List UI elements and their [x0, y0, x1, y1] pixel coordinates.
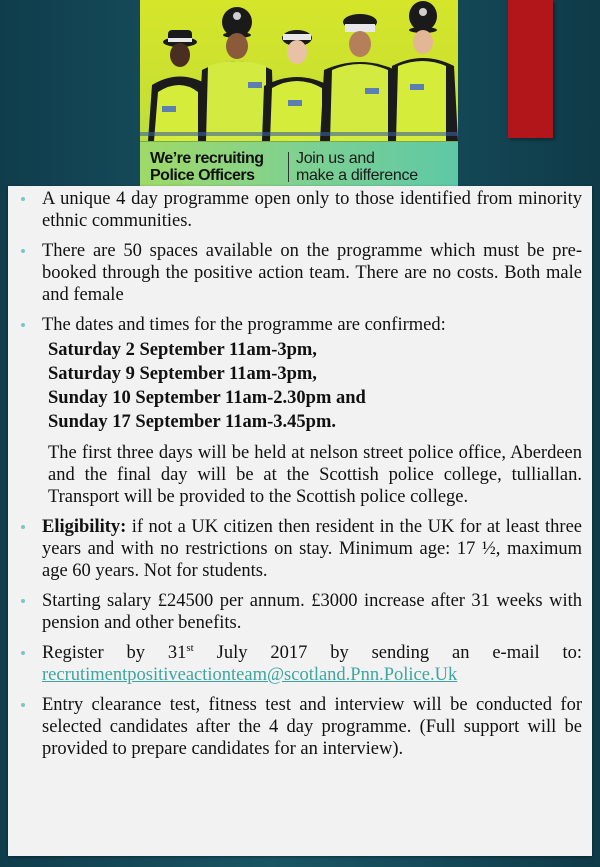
bullet-icon: [21, 525, 25, 529]
recruiting-headline: [150, 150, 264, 184]
recruiting-tagline: [296, 150, 418, 184]
bullet-icon: [21, 703, 25, 707]
item-text: if not a UK citizen then resident in the UK for at least three years and with no restrictions on stay. Minimum age: 17 ½, maximum age 60 years. Not for students.: [42, 517, 582, 581]
bullet-icon: [21, 323, 25, 327]
eligibility-label: Eligibility:: [42, 517, 127, 537]
item-text: Register by 31: [42, 643, 187, 663]
caption-divider: [288, 152, 289, 182]
date-line: Saturday 9 September 11am-3pm,: [48, 364, 317, 384]
date-line: Sunday 17 September 11am-3.45pm.: [48, 412, 336, 432]
item-text: July 2017 by sending an e-mail to:: [193, 643, 582, 663]
bullet-icon: [21, 249, 25, 253]
bullet-icon: [21, 599, 25, 603]
ordinal-suffix: st: [186, 641, 194, 654]
tagline-line-1: Join us and: [296, 150, 375, 167]
list-item-programme: [8, 188, 592, 232]
date-line: Saturday 2 September 11am-3pm,: [48, 340, 317, 360]
bullet-icon: [21, 197, 25, 201]
email-link[interactable]: recrutimentpositiveactionteam@scotland.Pnn.Police.Uk: [42, 665, 458, 685]
item-text: Entry clearance test, fitness test and interview will be conducted for selected candidates after the 4 day programme. (Full support will be provided to prepare candidates for an interview).: [42, 695, 582, 759]
tagline-line-2: make a difference: [296, 167, 418, 184]
programme-dates: [8, 338, 592, 434]
headline-line-2: Police Officers: [150, 167, 255, 184]
info-list: [8, 188, 592, 768]
bullet-icon: [21, 651, 25, 655]
police-officers-photo: [140, 0, 458, 141]
item-text: There are 50 spaces available on the programme which must be pre-booked through the positive action team. There are no costs. Both male and female: [42, 241, 582, 305]
red-accent-bar: [508, 0, 553, 138]
list-item-salary: [8, 590, 592, 634]
list-item-spaces: [8, 240, 592, 306]
content-panel: [8, 186, 592, 856]
item-text: The dates and times for the programme are confirmed:: [42, 315, 446, 335]
recruitment-banner: [140, 0, 458, 186]
headline-line-1: We’re recruiting: [150, 150, 264, 167]
item-text: A unique 4 day programme open only to those identified from minority ethnic communities.: [42, 189, 582, 231]
item-text: Starting salary £24500 per annum. £3000 increase after 31 weeks with pension and other benefits.: [42, 591, 582, 633]
banner-caption: [140, 141, 458, 186]
location-note: The first three days will be held at nelson street police office, Aberdeen and the final day will be at the Scottish police college, tulliallan. Transport will be provided to the Scottish police college.: [48, 443, 582, 507]
list-item-register: [8, 642, 592, 686]
list-item-selection: [8, 694, 592, 760]
date-line: Sunday 10 September 11am-2.30pm and: [48, 388, 366, 408]
list-item-eligibility: [8, 516, 592, 582]
list-item-dates-intro: [8, 314, 592, 336]
